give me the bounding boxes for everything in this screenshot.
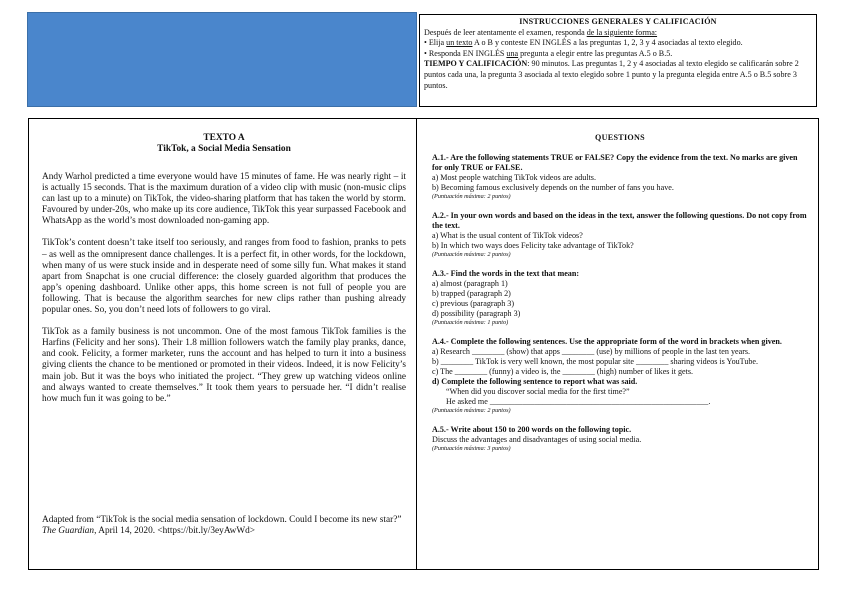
max-score: (Puntuación máxima: 3 puntos) — [432, 445, 511, 452]
answer-blank: He asked me ______________________________________________________. — [446, 397, 711, 406]
credit-source: The Guardian — [42, 526, 95, 537]
instr-underlined: de la siguiente forma: — [586, 27, 658, 37]
question-item: d) Complete the following sentence to report what was said. — [432, 377, 638, 386]
instructions-box — [419, 14, 817, 107]
question-item: c) The ________ (funny) a video is, the ________ (high) number of likes it gets. — [432, 367, 694, 376]
instr-underlined: un texto — [446, 38, 473, 48]
question-a2 — [432, 211, 808, 259]
text-a-subtitle: TikTok, a Social Media Sensation — [157, 144, 291, 154]
max-score: (Puntuación máxima: 1 punto) — [432, 319, 509, 326]
instructions-line-3 — [424, 49, 812, 60]
credit-text: , April 14, 2020. <https://bit.ly/3eyAwWd> — [94, 526, 256, 537]
text-a-paragraph-2: TikTok’s content doesn’t take itself too seriously, and ranges from food to fashion, pranks to pets – as well as the omnipresent dance challenges. It is a perfect fit, in other words, for the lockdown, when many of us were stuck inside and in desperate need of some silly fun. What makes it stand apart from Snapchat is one crucial difference: the closely guarded algorithm that produces the app’s opening dashboard. Unlike other apps, this home screen is not full of people you are following. That is because the algorithm searches for new clips rather than pushing already popular ones. So, you don’t need lots of followers to go viral. — [42, 238, 406, 316]
instr-text: • Responda EN INGLÉS — [424, 48, 507, 58]
text-a-paragraph-1: Andy Warhol predicted a time everyone would have 15 minutes of fame. He was nearly right – it is actually 15 seconds. That is the maximum duration of a video clip with music (non-music clips can last up to a minute) on TikTok, the video-sharing platform that has taken the world by storm. Favoured by under-20s, who make up its core audience, TikTok this year surpassed Facebook and WhatsApp as the world’s most downloaded non-gaming app. — [42, 172, 406, 227]
question-heading: A.4.- Complete the following sentences. Use the appropriate form of the word in brackets when given. — [432, 337, 782, 346]
question-item: b) In which two ways does Felicity take advantage of TikTok? — [432, 241, 634, 250]
question-item: c) previous (paragraph 3) — [432, 299, 515, 308]
instr-text: : 90 minutos. Las preguntas 1, 2 y 4 asociadas al texto elegido se calificarán sobre 2 puntos cada una, la pregunta 3 asociada al texto elegido sobre 1 punto y la pregunta elegida entre A.5 o B.5 sobre 3 puntos. — [424, 59, 799, 90]
instr-text: A o B y conteste EN INGLÉS a las preguntas 1, 2, 3 y 4 asociadas al texto elegido. — [472, 38, 743, 48]
question-a4 — [432, 337, 808, 415]
max-score: (Puntuación máxima: 2 puntos) — [432, 193, 511, 200]
instructions-line-2 — [424, 38, 812, 49]
question-item: a) Research ________ (show) that apps ________ (use) by millions of people in the last ten years. — [432, 347, 751, 356]
instr-text: Después de leer atentamente el examen, responda — [424, 27, 587, 37]
question-item: b) trapped (paragraph 2) — [432, 289, 511, 298]
question-topic: Discuss the advantages and disadvantages of using social media. — [432, 435, 642, 444]
instr-underlined: una — [506, 48, 519, 58]
question-item: d) possibility (paragraph 3) — [432, 309, 521, 318]
question-quote: “When did you discover social media for the first time?” — [446, 387, 630, 396]
question-heading: A.2.- In your own words and based on the ideas in the text, answer the following questions. Do not copy from the text. — [432, 211, 807, 230]
question-a5 — [432, 425, 808, 453]
text-a-credit — [42, 515, 406, 537]
instr-bold: TIEMPO Y CALIFICACIÓN — [424, 59, 528, 69]
question-item: a) What is the usual content of TikTok videos? — [432, 231, 583, 240]
question-heading: A.1.- Are the following statements TRUE or FALSE? Copy the evidence from the text. No marks are given for only TRUE or FALSE. — [432, 153, 798, 172]
question-heading: A.3.- Find the words in the text that mean: — [432, 269, 580, 278]
question-a3 — [432, 269, 808, 327]
question-item: b) ________ TikTok is very well known, the most popular site ________ sharing videos is YouTube. — [432, 357, 759, 366]
questions-column — [432, 133, 808, 463]
instr-text: pregunta a elegir entre las preguntas A.5 o B.5. — [518, 48, 673, 58]
text-a-column — [42, 133, 406, 537]
instructions-title: INSTRUCCIONES GENERALES Y CALIFICACIÓN — [519, 17, 717, 26]
instructions-line-1 — [424, 28, 812, 39]
max-score: (Puntuación máxima: 2 puntos) — [432, 251, 511, 258]
question-item: b) Becoming famous exclusively depends on the number of fans you have. — [432, 183, 674, 192]
text-a-heading: TEXTO A — [203, 133, 245, 143]
max-score: (Puntuación máxima: 2 puntos) — [432, 407, 511, 414]
question-a1 — [432, 153, 808, 201]
question-item: a) Most people watching TikTok videos are adults. — [432, 173, 596, 182]
question-heading: A.5.- Write about 150 to 200 words on the following topic. — [432, 425, 632, 434]
questions-title: QUESTIONS — [595, 133, 645, 142]
column-divider — [416, 118, 417, 570]
question-item: a) almost (paragraph 1) — [432, 279, 508, 288]
blue-header-box — [27, 12, 417, 107]
text-a-paragraph-3: TikTok as a family business is not uncommon. One of the most famous TikTok families is the Harfins (Felicity and her sons). Their 1.8 million followers watch the family play pranks, dance, and cook. Felicity, a former marketer, runs the account and has helped to turn it into a business giving clients the chance to be mentioned or promoted in their videos. Indeed, it is now Felicity’s main job. But it was the boys who initiated the project. “They grew up watching videos online and always wanted to create themselves.” It took them years to persuade her. “I didn’t realise how much fun it was going to be.” — [42, 327, 406, 404]
credit-text: Adapted from “TikTok is the social media sensation of lockdown. Could I become its new star?” — [42, 515, 402, 525]
instr-text: • Elija — [424, 38, 447, 48]
instructions-line-4 — [424, 59, 812, 91]
